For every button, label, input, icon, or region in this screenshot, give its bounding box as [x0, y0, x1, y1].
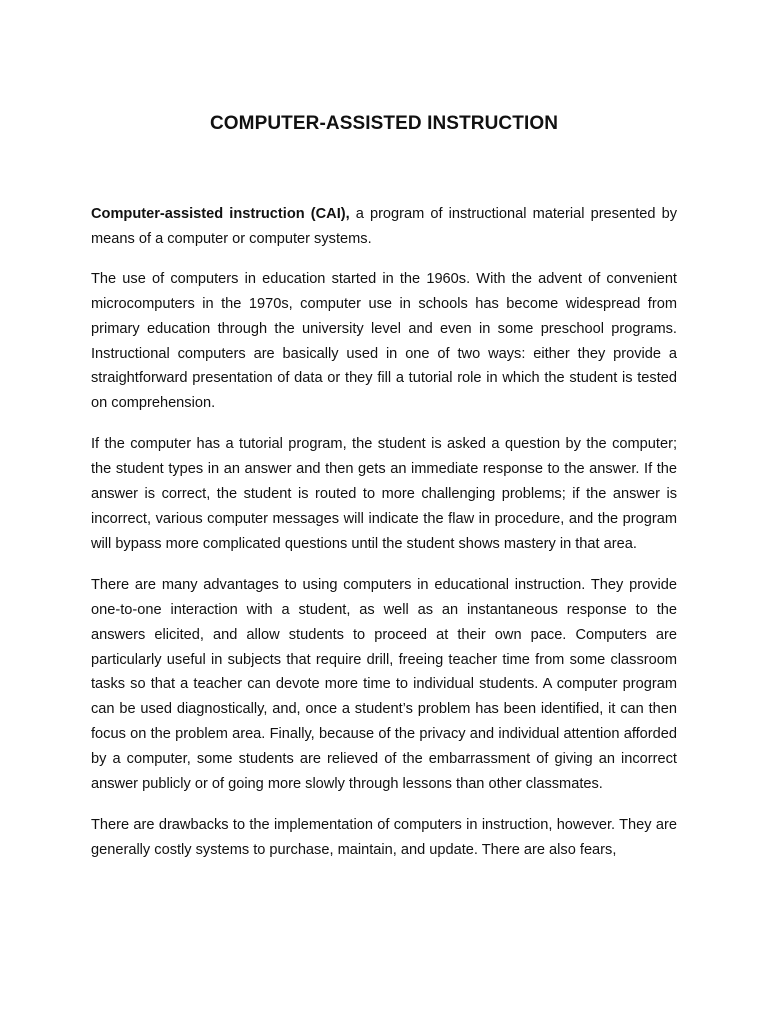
- intro-lead-term: Computer-assisted instruction (CAI),: [91, 206, 350, 222]
- document-body: [91, 202, 677, 879]
- intro-definition: a program of instructional material presented by means of a computer or computer systems.: [91, 206, 677, 247]
- intro-paragraph: [91, 202, 677, 252]
- document-title: COMPUTER-ASSISTED INSTRUCTION: [209, 113, 559, 134]
- paragraph-advantages: There are many advantages to using computers in educational instruction. They provide one-to-one interaction with a student, as well as an instantaneous response to the answers elicited, and allow students to proceed at their own pace. Computers are particularly useful in subjects that require drill, freeing teacher time from some classroom tasks so that a teacher can devote more time to individual students. A computer program can be used diagnostically, and, once a student’s problem has been identified, it can then focus on the problem area. Finally, because of the privacy and individual attention afforded by a computer, some students are relieved of the embarrassment of giving an incorrect answer publicly or of going more slowly through lessons than other classmates.: [91, 576, 677, 793]
- paragraph-history: The use of computers in education started in the 1960s. With the advent of convenient microcomputers in the 1970s, computer use in schools has become widespread from primary education through the university level and even in some preschool programs. Instructional computers are basically used in one of two ways: either they provide a straightforward presentation of data or they fill a tutorial role in which the student is tested on comprehension.: [91, 270, 677, 412]
- paragraph-drawbacks: There are drawbacks to the implementation of computers in instruction, however. They are generally costly systems to purchase, maintain, and update. There are also fears,: [91, 816, 677, 858]
- paragraph-tutorial-program: If the computer has a tutorial program, the student is asked a question by the computer; the student types in an answer and then gets an immediate response to the answer. If the answer is correct, the student is routed to more challenging problems; if the answer is incorrect, various computer messages will indicate the flaw in procedure, and the program will bypass more complicated questions until the student shows mastery in that area.: [91, 436, 677, 552]
